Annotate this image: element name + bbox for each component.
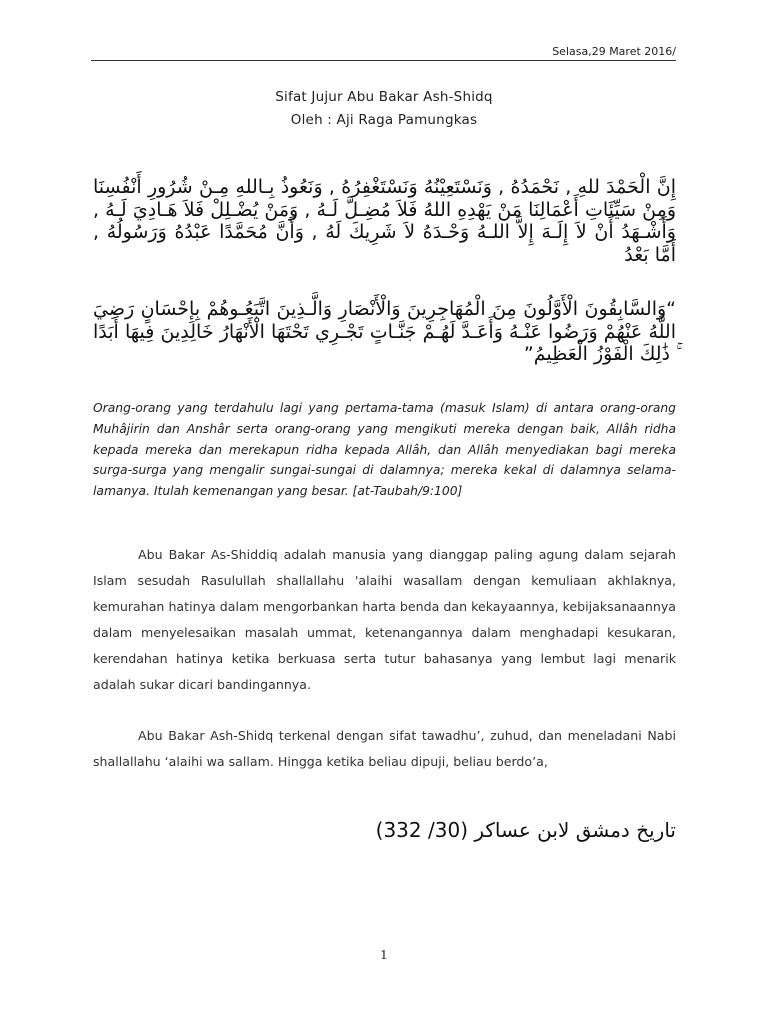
body-paragraph-2: Abu Bakar Ash-Shidq terkenal dengan sifat tawadhu’, zuhud, dan meneladani Nabi shallallahu ‘alaihi wa sallam. Hingga ketika beliau dipuji, beliau berdo’a, <box>93 728 676 769</box>
verse-translation: Orang-orang yang terdahulu lagi yang pertama-tama (masuk Islam) di antara orang-orang Muhâjirin dan Anshâr serta orang-orang yang mengikuti mereka dengan baik, Allâh ridha kepada mereka dan merekapun ridha kepada Allâh, dan Allâh menyediakan bagi mereka surga-surga yang mengalir sungai-sungai di dalamnya; mereka kekal di dalamnya selama-lamanya. Itulah kemenangan yang besar. [at-Taubah/9:100] <box>93 401 676 499</box>
body-paragraph-1: Abu Bakar As-Shiddiq adalah manusia yang dianggap paling agung dalam sejarah Islam sesudah Rasulullah shallallahu 'alaihi wasallam dengan kemuliaan akhlaknya, kemurahan hatinya dalam mengorbankan harta benda dan kekayaannya, kebijaksanaannya dalam menyelesaikan masalah ummat, ketenangannya dalam menghadapi kesukaran, kerendahan hatinya ketika berkuasa serta tutur bahasanya yang lembut lagi menarik adalah sukar dicari bandingannya. <box>93 547 676 692</box>
header-date: Selasa,29 Maret 2016/ <box>552 45 676 58</box>
header-rule <box>91 60 676 61</box>
arabic-citation: تاريخ دمشق لابن عساكر (30/ 332) <box>375 818 676 842</box>
arabic-opening-prayer: إِنَّ الْحَمْدَ للهِ , نَحْمَدُهُ , وَنَسْتَعِيْنُهُ وَنَسْتَغْفِرُهُ , وَنَعُوذُ بِـاللهِ مِـنْ شُرُورِ أَنْفُسِنَا وَمِنْ سَيِّئَاتِ أَعْمَالِنَا مَنْ يَهْدِهِ اللهُ فَلاَ مُضِـلَّ لَـهُ , وَمَنْ يُضْـلِلْ فَلاَ هَـادِيَ لَـهُ , وَأَشْـهَدُ أَنْ لاَ إِلَـهَ إِلاَّ اللـهُ وَحْـدَهُ لاَ شَرِيكَ لَهُ , وَأَنَّ مُحَمَّدًا عَبْدُهُ وَرَسُولُهُ , أَمَّا بَعْدُ <box>93 176 676 266</box>
article-author: Oleh : Aji Raga Pamungkas <box>290 112 478 128</box>
title-block <box>0 86 768 132</box>
page-number: 1 <box>380 948 388 962</box>
arabic-quran-verse: “وَالسَّابِقُونَ الْأَوَّلُونَ مِنَ الْمُهَاجِرِينَ وَالْأَنْصَارِ وَالَّـذِينَ اتَّبَعُـوهُمْ بِإِحْسَانٍ رَضِيَ اللَّهُ عَنْهُمْ وَرَضُوا عَنْـهُ وَأَعَـدَّ لَهُـمْ جَنَّـاتٍ تَجْـرِي تَحْتَهَا الْأَنْهَارُ خَالِدِينَ فِيهَا أَبَدًا ۚ ذَٰلِكَ الْفَوْزُ الْعَظِيمُ” <box>93 298 676 365</box>
article-title: Sifat Jujur Abu Bakar Ash-Shidq <box>275 89 493 105</box>
